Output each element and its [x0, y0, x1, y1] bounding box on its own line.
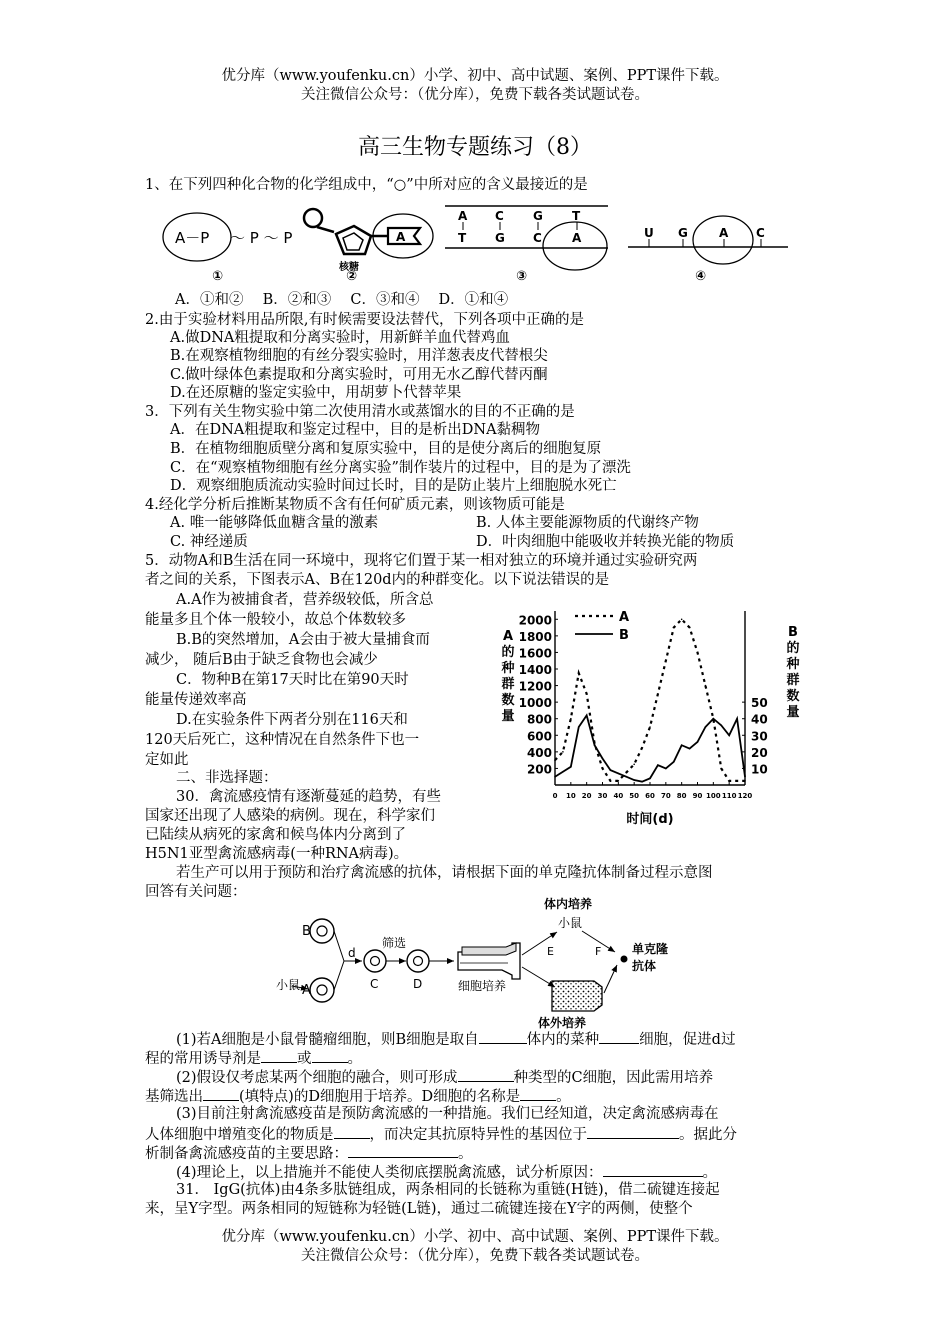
series-point-A [586, 693, 588, 695]
answer-blank[interactable] [334, 1124, 370, 1139]
q1-f3-pairs [463, 222, 577, 230]
q1-f3-circle [543, 222, 607, 270]
q1-f2-base-label: A [396, 230, 406, 244]
q1-f4-ticks [649, 239, 761, 247]
x-tick-label: 40 [613, 792, 624, 800]
q30-part-2-line-1: (2)假设仅考虑某两个细胞的融合，则可形成 种类型的C细胞，因此需用培养 [176, 1067, 713, 1087]
q1-f4-base-3: C [756, 226, 765, 240]
y-right-tick-label: 10 [751, 762, 768, 777]
q5-option-a-2: 能量多且个体一般较小，故总个体数较多 [145, 612, 406, 628]
series-point-B [586, 715, 588, 717]
q30-part-1-line-1: (1)若A细胞是小鼠骨髓瘤细胞，则B细胞是取自 体内的菜种 细胞，促进d过 [176, 1029, 735, 1049]
diag-label-f: F [595, 945, 602, 958]
diag-label-invivo-mouse: 小鼠 [558, 916, 583, 930]
series-point-A [602, 768, 604, 770]
diag-label-screen: 筛选 [382, 936, 407, 950]
diag-cell-c [364, 950, 386, 972]
diag-label-product: 单克隆 抗体 [632, 942, 669, 973]
q1-f3-bottom-2: C [533, 231, 542, 245]
answer-blank[interactable] [348, 1143, 458, 1158]
x-tick-label: 0 [552, 792, 558, 800]
y-right-axis-label: B 的种群数量 [786, 625, 800, 720]
q1-f2-num: ② [346, 269, 358, 284]
series-point-B [554, 776, 556, 778]
q1-options: A．①和② B．②和③ C．③和④ D．①和④ [175, 292, 509, 308]
answer-blank[interactable] [520, 1086, 556, 1101]
series-point-B [633, 779, 635, 781]
series-point-B [665, 768, 667, 770]
q1-f3-top-3: T [572, 209, 581, 223]
q31-line-2: 来，呈Y字型。两条相同的短链称为轻链(L链)，通过二硫键连接在Y字的两侧，使整个 [145, 1201, 693, 1217]
q5-option-d-1: D.在实验条件下两者分别在116天和 [176, 712, 408, 728]
q30-part-3-line-2: 人体细胞中增殖变化的物质是 ，而决定其抗原特异性的基因位于 。据此分 [145, 1124, 737, 1144]
q5-option-d-3: 定如此 [145, 752, 189, 768]
y-left-tick-label: 200 [526, 762, 552, 777]
q30-part-4: (4)理论上，以上措施并不能使人类彻底摆脱禽流感，试分析原因： 。 [176, 1162, 717, 1182]
y-left-tick-label: 1000 [518, 696, 552, 711]
diag-label-dd: D [413, 977, 423, 991]
q3-stem: 3．下列有关生物实验中第二次使用清水或蒸馏水的目的不正确的是 [145, 404, 575, 420]
q2-option-a: A.做DNA粗提取和分离实验时，用新鲜羊血代替鸡血 [170, 330, 510, 346]
answer-blank[interactable] [203, 1086, 239, 1101]
diag-label-d-process: d [348, 946, 356, 960]
series-point-B [705, 726, 707, 728]
series-line-A [555, 619, 745, 781]
y-left-tick-label: 1400 [518, 663, 552, 677]
q30-line-4: H5N1亚型禽流感病毒(一种RNA病毒)。 [145, 846, 409, 862]
q5-option-b-1: B.B的突然增加，A会由于被大量捕食而 [176, 632, 430, 648]
answer-blank[interactable] [603, 1162, 703, 1177]
q3-option-c: C．在“观察植物细胞有丝分离实验”制作装片的过程中，目的是为了漂洗 [170, 460, 631, 476]
series-point-A [610, 780, 612, 782]
q1-f3-top-0: A [458, 209, 468, 223]
series-point-B [570, 766, 572, 768]
monoclonal-diagram [272, 895, 692, 1030]
series-point-B [720, 725, 722, 727]
series-point-B [610, 769, 612, 771]
series-point-A [689, 627, 691, 629]
series-point-A [665, 660, 667, 662]
q30-line-3: 已陆续从病死的家禽和候鸟体内分离到了 [145, 827, 406, 843]
q30-part-3-line-1: (3)目前注射禽流感疫苗是预防禽流感的一种措施。我们已经知道，决定禽流感病毒在 [176, 1106, 719, 1122]
diag-label-invitro: 体外培养 [538, 1016, 587, 1030]
series-point-A [720, 768, 722, 770]
series-point-B [618, 773, 620, 775]
q1-f4-base-0: U [644, 226, 654, 240]
y-left-tick-label: 1800 [518, 629, 552, 644]
series-point-A [728, 780, 730, 782]
series-point-A [554, 759, 556, 761]
q1-f4-base-2: A [719, 226, 729, 240]
series-point-A [681, 618, 683, 620]
series-point-B [728, 734, 730, 736]
q5-stem-1: 5．动物A和B生活在同一环境中，现将它们置于某一相对独立的环境并通过实验研究两 [145, 553, 698, 569]
series-point-B [681, 744, 683, 746]
y-left-tick-label: 2000 [518, 613, 552, 628]
series-point-B [744, 776, 746, 778]
y-left-axis-label: A 的种群数量 [501, 629, 515, 724]
x-tick-label: 10 [565, 792, 576, 800]
x-tick-label: 60 [645, 792, 655, 800]
q1-f4-base-1: G [678, 226, 688, 240]
q5-option-c-1: C．物种B在第17天时比在第90天时 [176, 672, 409, 688]
series-point-A [673, 627, 675, 629]
q30-part-1-line-2: 程的常用诱导剂是 或 。 [145, 1048, 362, 1068]
series-point-A [736, 780, 738, 782]
q1-f3-top-2: G [533, 209, 543, 223]
q30-part-2-line-2: 基筛选出 (填特点)的D细胞用于培养。D细胞的名称是 。 [145, 1086, 571, 1106]
q1-f3-bottom-3: A [572, 231, 582, 245]
q4-option-a: A. 唯一能够降低血糖含量的激素 [170, 515, 379, 531]
x-tick-label: 50 [629, 792, 640, 800]
series-point-A [657, 693, 659, 695]
q3-option-a: A．在DNA粗提取和鉴定过程中，目的是析出DNA黏稠物 [170, 422, 541, 438]
footer-line-1: 优分库（www.youfenku.cn）小学、初中、高中试题、案例、PPT课件下载。 [221, 1229, 729, 1245]
q30-line-1: 30．禽流感疫情有逐渐蔓延的趋势，有些 [176, 789, 441, 805]
y-left-tick-label: 1600 [518, 646, 552, 661]
series-point-B [594, 744, 596, 746]
diag-label-culture: 细胞培养 [458, 979, 507, 993]
y-left-tick-label: 600 [526, 729, 552, 744]
answer-blank[interactable] [599, 1029, 639, 1044]
q2-option-b: B.在观察植物细胞的有丝分裂实验时，用洋葱表皮代替根尖 [170, 348, 548, 364]
q30-line-5: 若生产可以用于预防和治疗禽流感的抗体，请根据下面的单克隆抗体制备过程示意图 [176, 865, 713, 881]
legend-label-A: A [619, 610, 630, 625]
q4-option-d: D．叶肉细胞中能吸收并转换光能的物质 [476, 534, 735, 550]
q30-line-6: 回答有关问题： [145, 884, 247, 900]
series-point-A [578, 672, 580, 674]
answer-blank[interactable] [587, 1124, 679, 1139]
q1-figures [160, 200, 800, 288]
x-tick-label: 120 [737, 792, 753, 800]
diag-culture-flask [458, 943, 520, 979]
q1-f3-bottom-0: T [458, 231, 467, 245]
x-tick-label: 110 [721, 792, 737, 800]
page-title: 高三生物专题练习（8） [358, 135, 592, 160]
q4-stem: 4.经化学分析后推断某物质不含有任何矿质元素，则该物质可能是 [145, 497, 565, 513]
answer-blank[interactable] [261, 1048, 297, 1063]
diag-cell-b [310, 919, 334, 943]
series-point-B [649, 778, 651, 780]
series-point-B [689, 748, 691, 750]
q1-f1-num: ① [212, 269, 224, 284]
diag-label-invivo: 体内培养 [544, 897, 593, 911]
series-point-B [578, 726, 580, 728]
series-point-B [713, 718, 715, 720]
series-point-A [649, 726, 651, 728]
diag-cell-d [407, 950, 429, 972]
q4-option-b: B. 人体主要能源物质的代谢终产物 [476, 515, 699, 531]
answer-blank[interactable] [312, 1048, 348, 1063]
q30-line-2: 国家还出现了人感染的病例。现在，科学家们 [145, 808, 435, 824]
series-point-B [673, 761, 675, 763]
diag-invitro-container [552, 981, 602, 1011]
q1-f4-circle [693, 216, 753, 264]
q2-option-d: D.在还原糖的鉴定实验中，用胡萝卜代替苹果 [170, 385, 462, 401]
q3-option-b: B．在植物细胞质壁分离和复原实验中，目的是使分离后的细胞复原 [170, 441, 602, 457]
x-tick-label: 100 [706, 792, 721, 800]
q1-f2-phosphate [304, 209, 322, 227]
q5-option-b-2: 减少， 随后B由于缺乏食物也会减少 [145, 652, 378, 668]
q30-part-3-line-3: 析制备禽流感疫苗的主要思路： 。 [145, 1143, 473, 1163]
footer-line-2: 关注微信公众号：（优分库），免费下载各类试题试卷。 [301, 1248, 649, 1264]
diag-label-a: A [302, 983, 311, 998]
y-right-tick-label: 40 [751, 712, 768, 727]
series-point-A [625, 772, 627, 774]
x-tick-label: 20 [581, 792, 592, 800]
series-point-B [602, 758, 604, 760]
series-point-B [625, 776, 627, 778]
series-point-A [633, 763, 635, 765]
series-point-A [744, 780, 746, 782]
series-point-B [697, 741, 699, 743]
series-point-B [657, 764, 659, 766]
q4-option-c: C. 神经递质 [170, 534, 248, 550]
x-tick-label: 80 [676, 792, 687, 800]
y-left-tick-label: 800 [526, 712, 552, 727]
diag-label-c: C [370, 977, 379, 991]
series-point-B [562, 771, 564, 773]
q1-stem: 1、在下列四种化合物的化学组成中，“○”中所对应的含义最接近的是 [145, 177, 588, 193]
y-right-tick-label: 50 [751, 696, 768, 711]
series-point-A [618, 780, 620, 782]
y-right-tick-label: 20 [751, 745, 768, 760]
series-point-A [641, 747, 643, 749]
series-point-A [570, 718, 572, 720]
q5-option-c-2: 能量传递效率高 [145, 692, 247, 708]
y-right-tick-label: 30 [751, 729, 768, 744]
series-line-B [555, 715, 745, 781]
q2-stem: 2.由于实验材料用品所限,有时候需要设法替代，下列各项中正确的是 [145, 312, 584, 328]
q1-f3-bottom-1: G [495, 231, 505, 245]
y-left-tick-label: 1200 [518, 679, 552, 694]
header-line-2: 关注微信公众号：（优分库），免费下载各类试题试卷。 [301, 87, 649, 103]
q5-option-a-1: A.A作为被捕食者，营养级较低，所含总 [176, 592, 434, 608]
population-chart [495, 603, 810, 833]
q5-stem-2: 者之间的关系，下图表示A、B在120d内的种群变化。以下说法错误的是 [145, 572, 610, 588]
q3-option-d: D．观察细胞质流动实验时间过长时，目的是防止装片上细胞脱水死亡 [170, 478, 617, 494]
header-line-1: 优分库（www.youfenku.cn）小学、初中、高中试题、案例、PPT课件下载。 [221, 68, 729, 84]
series-point-A [562, 751, 564, 753]
diag-cell-a [310, 978, 334, 1002]
diag-label-b: B [302, 924, 311, 939]
series-point-B [736, 718, 738, 720]
q1-f1-right: ～ P ～ P [230, 229, 293, 247]
diag-antibody-dot [621, 956, 628, 963]
legend-label-B: B [619, 628, 629, 643]
diag-mouse-left: 小鼠 [276, 978, 301, 992]
answer-blank[interactable] [479, 1029, 527, 1044]
answer-blank[interactable] [458, 1067, 514, 1082]
q5-option-d-2: 120天后死亡，这种情况在自然条件下也一 [145, 732, 420, 748]
q1-f3-num: ③ [516, 269, 528, 284]
series-point-A [705, 685, 707, 687]
q1-f3-top-1: C [495, 209, 504, 223]
q1-f4-num: ④ [695, 269, 707, 284]
x-tick-label: 70 [660, 792, 671, 800]
series-point-A [697, 652, 699, 654]
section-2-heading: 二、非选择题： [176, 770, 278, 786]
q31-line-1: 31． IgG(抗体)由4条多肽链组成，两条相同的长链称为重链(H链)，借二硫键连接起 [176, 1182, 720, 1198]
q1-f1-left: A－P [175, 229, 210, 247]
q1-f2-sugar-label: 核糖 [339, 262, 359, 273]
x-tick-label: 90 [692, 792, 703, 800]
q2-option-c: C.做叶绿体色素提取和分离实验时，可用无水乙醇代替丙酮 [170, 367, 548, 383]
y-left-tick-label: 400 [526, 745, 552, 760]
series-point-B [641, 781, 643, 783]
diag-label-e: E [547, 945, 554, 958]
x-tick-label: 30 [597, 792, 608, 800]
x-axis-label: 时间(d) [626, 812, 674, 827]
